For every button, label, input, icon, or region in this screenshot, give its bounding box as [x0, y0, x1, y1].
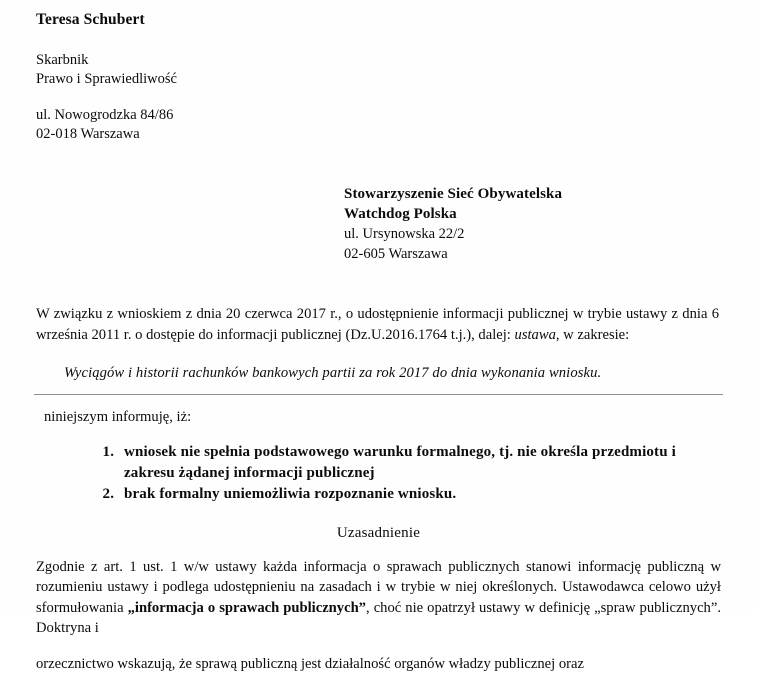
intro-text-part-2: , w zakresie: [556, 327, 629, 343]
justification-bold-phrase: „informacja o sprawach publicznych” [128, 600, 366, 616]
list-item: 2. brak formalny uniemożliwia rozpoznanie wniosku. [118, 484, 723, 505]
horizontal-divider [34, 394, 723, 395]
intro-paragraph [34, 304, 723, 345]
recipient-line-4: 02-605 Warszawa [344, 244, 723, 264]
intro-text-part-1: W związku z wnioskiem z dnia 20 czerwca 2017 r., o udostępnienie informacji publicznej w trybie ustawy z dnia 6 września 2011 r. o dostępie do informacji publicznej (Dz.U.2016.1764 t.j.), dalej: [36, 306, 719, 343]
section-heading-justification: Uzasadnienie [34, 525, 723, 542]
request-scope: Wyciągów i historii rachunków bankowych partii za rok 2017 do dnia wykonania wniosku. [34, 365, 723, 382]
list-item: 1. wniosek nie spełnia podstawowego warunku formalnego, tj. nie określa przedmiotu i zakresu żądanej informacji publicznej [118, 442, 723, 483]
sender-address-line-2: 02-018 Warszawa [36, 125, 723, 144]
sender-role [34, 51, 723, 89]
hereby-line: niniejszym informuję, iż: [34, 409, 723, 426]
sender-address [34, 106, 723, 144]
justification-paragraph [34, 557, 723, 639]
recipient-line-2: Watchdog Polska [344, 204, 723, 224]
spacer-1 [34, 29, 723, 51]
intro-emphasis: ustawa [515, 327, 556, 343]
spacer-2 [34, 89, 723, 106]
sender-role-line-1: Skarbnik [36, 51, 723, 70]
justification-segment-1: Zgodnie z art. 1 ust. 1 w/w ustawy każda informacja o sprawach publicznych stanowi informację publiczną w rozumieniu ustawy i podlega udostępnieniu na zasadach i w trybie w niej określonych. Ustawodawca celowo użył sformułowania [36, 559, 721, 616]
sender-role-line-2: Prawo i Sprawiedliwość [36, 70, 723, 89]
recipient-block [344, 184, 723, 264]
justification-partial-line: orzecznictwo wskazują, że sprawą publiczną jest działalność organów władzy publicznej oraz [34, 654, 723, 674]
recipient-line-3: ul. Ursynowska 22/2 [344, 224, 723, 244]
findings-list [34, 442, 723, 505]
sender-name: Teresa Schubert [34, 11, 723, 29]
sender-address-line-1: ul. Nowogrodzka 84/86 [36, 106, 723, 125]
justification-segment-2: , choć nie opatrzył ustawy w definicję „spraw publicznych”. Doktryna i [36, 600, 721, 637]
recipient-line-1: Stowarzyszenie Sieć Obywatelska [344, 184, 723, 204]
